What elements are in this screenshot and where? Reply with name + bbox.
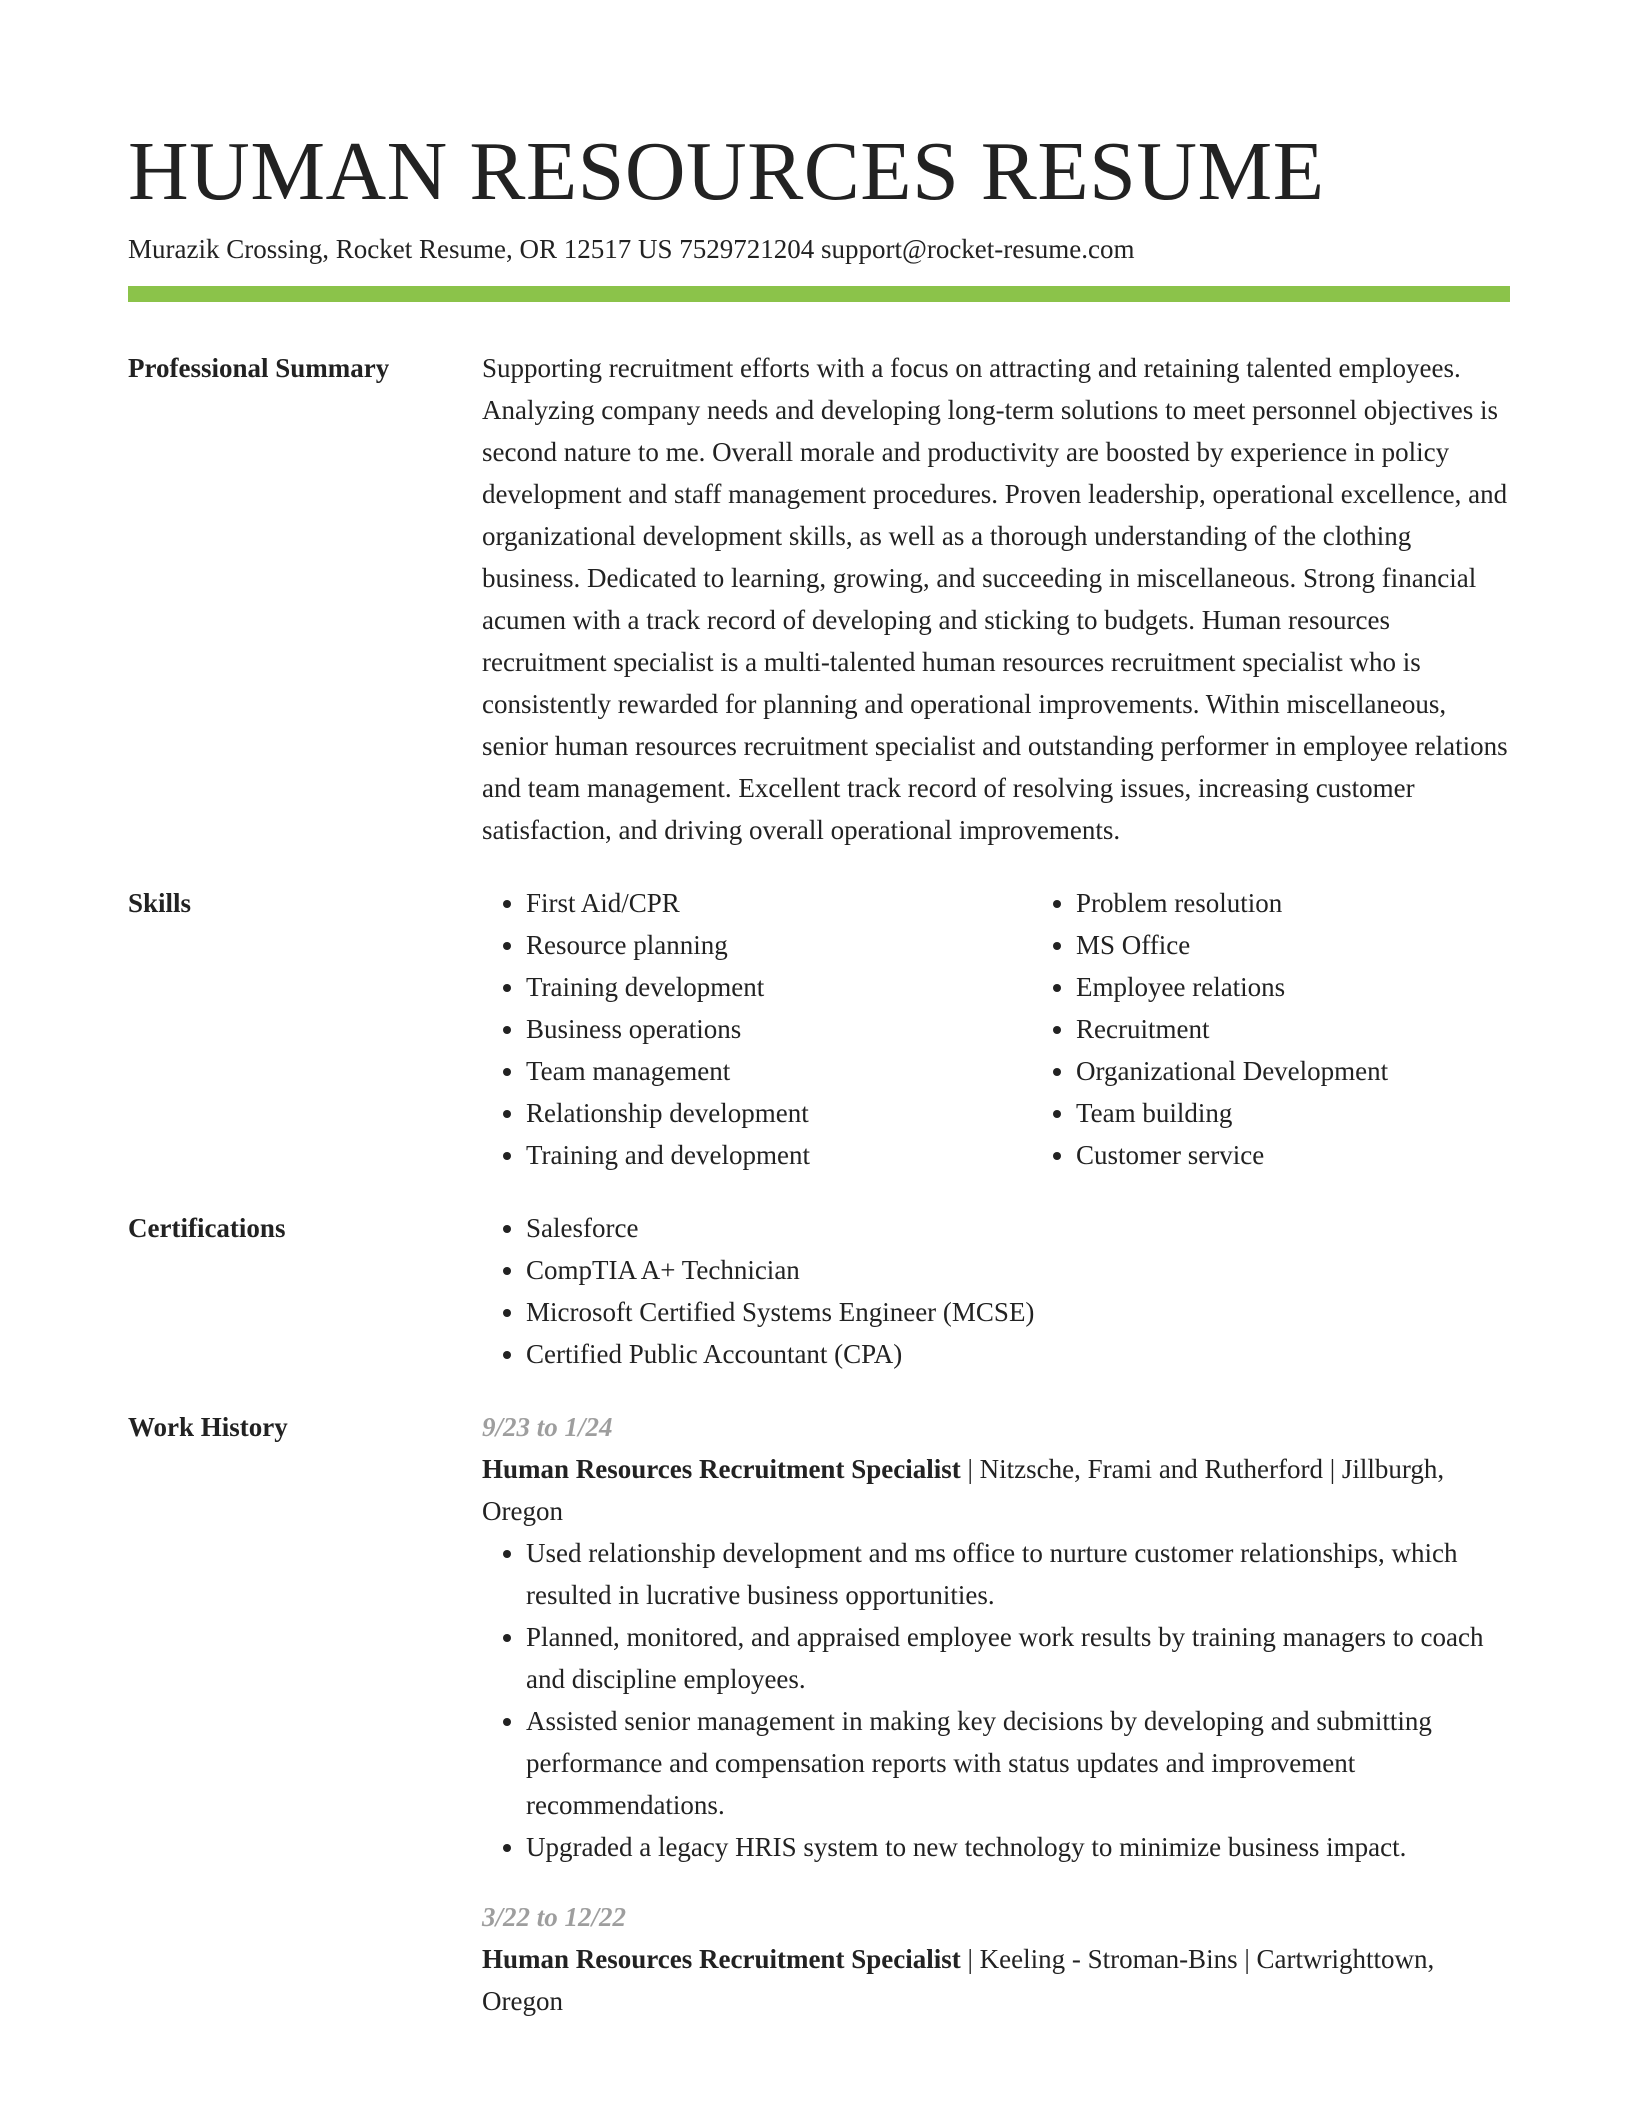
resume-title: HUMAN RESOURCES RESUME bbox=[128, 125, 1325, 218]
skills-list-right bbox=[1032, 882, 1582, 1176]
list-item: • Relationship development bbox=[526, 1092, 1032, 1134]
contact-line: Murazik Crossing, Rocket Resume, OR 12517 US 7529721204 support@rocket-resume.com bbox=[128, 234, 1135, 264]
job-title: Human Resources Recruitment Specialist bbox=[482, 1944, 961, 1974]
list-item: • Training development bbox=[526, 966, 1032, 1008]
list-item: • Used relationship development and ms office to nurture customer relationships, which resulted in lucrative business opportunities. bbox=[526, 1532, 1510, 1616]
list-item: • Customer service bbox=[1076, 1134, 1582, 1176]
list-item: • Training and development bbox=[526, 1134, 1032, 1176]
job-dates: 3/22 to 12/22 bbox=[482, 1902, 627, 1932]
section-label-summary: Professional Summary bbox=[128, 353, 390, 383]
job-entry bbox=[482, 1896, 1510, 2022]
list-item: • Salesforce bbox=[526, 1207, 1510, 1249]
skills-list-left bbox=[482, 882, 1032, 1176]
list-item: • MS Office bbox=[1076, 924, 1582, 966]
section-label-skills: Skills bbox=[128, 888, 192, 918]
list-item: • Employee relations bbox=[1076, 966, 1582, 1008]
job-bullets bbox=[482, 1532, 1510, 1868]
resume-page bbox=[128, 0, 1510, 2022]
work-history-section bbox=[128, 1406, 1510, 2022]
summary-text: Supporting recruitment efforts with a focus on attracting and retaining talented employees. Analyzing company needs and developing long-term solutions to meet personnel objectives is second nature to me. Overall morale and productivity are boosted by experience in policy development and staff management procedures. Proven leadership, operational excellence, and organizational development skills, as well as a thorough understanding of the clothing business. Dedicated to learning, growing, and succeeding in miscellaneous. Strong financial acumen with a track record of developing and sticking to budgets. Human resources recruitment specialist is a multi-talented human resources recruitment specialist who is consistently rewarded for planning and operational improvements. Within miscellaneous, senior human resources recruitment specialist and outstanding performer in employee relations and team management. Excellent track record of resolving issues, increasing customer satisfaction, and driving overall operational improvements. bbox=[482, 353, 1508, 845]
list-item: • Team building bbox=[1076, 1092, 1582, 1134]
list-item: • CompTIA A+ Technician bbox=[526, 1249, 1510, 1291]
section-label-certifications: Certifications bbox=[128, 1213, 286, 1243]
certifications-list bbox=[482, 1207, 1510, 1375]
certifications-section bbox=[128, 1207, 1510, 1375]
job-heading bbox=[482, 1938, 1510, 2022]
job-entry bbox=[482, 1406, 1510, 1868]
list-item: • Assisted senior management in making key decisions by developing and submitting performance and compensation reports with status updates and improvement recommendations. bbox=[526, 1700, 1510, 1826]
list-item: • Microsoft Certified Systems Engineer (MCSE) bbox=[526, 1291, 1510, 1333]
list-item: • Certified Public Accountant (CPA) bbox=[526, 1333, 1510, 1375]
list-item: • Business operations bbox=[526, 1008, 1032, 1050]
list-item: • Team management bbox=[526, 1050, 1032, 1092]
summary-section bbox=[128, 347, 1510, 851]
job-details: | Keeling - Stroman-Bins | Cartwrighttown, Oregon bbox=[482, 1944, 1435, 2016]
list-item: • Organizational Development bbox=[1076, 1050, 1582, 1092]
job-dates: 9/23 to 1/24 bbox=[482, 1412, 613, 1442]
header-divider bbox=[128, 286, 1510, 302]
job-title: Human Resources Recruitment Specialist bbox=[482, 1454, 961, 1484]
list-item: • Planned, monitored, and appraised employee work results by training managers to coach and discipline employees. bbox=[526, 1616, 1510, 1700]
list-item: • Recruitment bbox=[1076, 1008, 1582, 1050]
list-item: • Problem resolution bbox=[1076, 882, 1582, 924]
skills-section bbox=[128, 882, 1510, 1176]
list-item: • First Aid/CPR bbox=[526, 882, 1032, 924]
list-item: • Upgraded a legacy HRIS system to new technology to minimize business impact. bbox=[526, 1826, 1510, 1868]
job-heading bbox=[482, 1448, 1510, 1532]
list-item: • Resource planning bbox=[526, 924, 1032, 966]
job-details: | Nitzsche, Frami and Rutherford | Jillburgh, Oregon bbox=[482, 1454, 1445, 1526]
section-label-work-history: Work History bbox=[128, 1412, 288, 1442]
